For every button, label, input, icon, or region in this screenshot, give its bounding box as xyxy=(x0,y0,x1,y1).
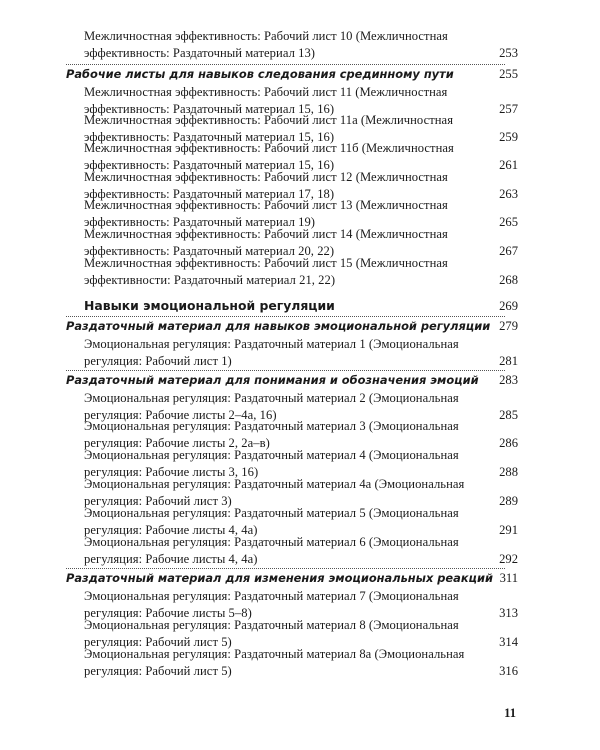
toc-entry-page: 313 xyxy=(499,606,518,620)
toc-entry-title: Межличностная эффективность: Рабочий лист 11а (Межличностная xyxy=(84,113,454,127)
toc-entry-title: Межличностная эффективность: Рабочий лист 11 (Межличностная xyxy=(84,85,448,99)
toc-entry-title-continued: регуляция: Рабочие листы 2, 2а–в) xyxy=(84,436,270,450)
section-divider xyxy=(66,316,505,317)
toc-entry-title: Эмоциональная регуляция: Раздаточный материал 1 (Эмоциональная xyxy=(84,337,459,351)
toc-entry-title-continued: эффективность: Раздаточный материал 15, 16) xyxy=(84,102,335,116)
toc-entry-title: Эмоциональная регуляция: Раздаточный материал 2 (Эмоциональная xyxy=(84,391,459,405)
toc-entry-title: Эмоциональная регуляция: Раздаточный материал 5 (Эмоциональная xyxy=(84,506,459,520)
toc-entry-title-continued: эффективность: Раздаточный материал 15, 16) xyxy=(84,130,335,144)
toc-entry-page: 265 xyxy=(499,215,518,229)
toc-entry-title: Эмоциональная регуляция: Раздаточный материал 7 (Эмоциональная xyxy=(84,589,459,603)
toc-entry-page: 311 xyxy=(499,571,518,585)
toc-entry-title: Межличностная эффективность: Рабочий лист 13 (Межличностная xyxy=(84,198,448,212)
section-divider xyxy=(66,370,505,371)
toc-chapter-title: Навыки эмоциональной регуляции xyxy=(84,298,335,313)
toc-entry-page: 263 xyxy=(499,187,518,201)
section-divider xyxy=(66,568,505,569)
toc-entry-page: 253 xyxy=(499,46,518,60)
toc-section-title: Рабочие листы для навыков следования срединному пути xyxy=(66,67,454,81)
toc-entry-page: 261 xyxy=(499,158,518,172)
toc-entry-title-continued: эффективность: Раздаточный материал 20, 22) xyxy=(84,244,335,258)
toc-entry-page: 316 xyxy=(499,664,518,678)
toc-entry-page: 292 xyxy=(499,552,518,566)
toc-entry-title: Межличностная эффективность: Рабочий лист 12 (Межличностная xyxy=(84,170,448,184)
toc-entry-page: 314 xyxy=(499,635,518,649)
toc-entry-title-continued: регуляция: Рабочий лист 5) xyxy=(84,664,232,678)
toc-entry-title: Эмоциональная регуляция: Раздаточный материал 4а (Эмоциональная xyxy=(84,477,465,491)
toc-entry-title: Межличностная эффективность: Рабочий лист 15 (Межличностная xyxy=(84,256,448,270)
toc-entry-title-continued: регуляция: Рабочие листы 4, 4а) xyxy=(84,552,258,566)
toc-entry-title: Эмоциональная регуляция: Раздаточный материал 8а (Эмоциональная xyxy=(84,647,465,661)
toc-entry-title: Межличностная эффективность: Рабочий лист 11б (Межличностная xyxy=(84,141,454,155)
toc-entry-title: Эмоциональная регуляция: Раздаточный материал 3 (Эмоциональная xyxy=(84,419,459,433)
toc-entry-title-continued: эффективность: Раздаточный материал 13) xyxy=(84,46,316,60)
toc-entry-title-continued: эффективности: Раздаточный материал 21, 22) xyxy=(84,273,336,287)
toc-entry-title-continued: регуляция: Рабочие листы 3, 16) xyxy=(84,465,259,479)
toc-entry-title-continued: эффективность: Раздаточный материал 19) xyxy=(84,215,316,229)
toc-entry-title: Межличностная эффективность: Рабочий лист 14 (Межличностная xyxy=(84,227,448,241)
toc-section-title: Раздаточный материал для изменения эмоциональных реакций xyxy=(66,571,493,585)
toc-entry-title: Эмоциональная регуляция: Раздаточный материал 6 (Эмоциональная xyxy=(84,535,459,549)
page-number: 11 xyxy=(504,706,516,720)
toc-entry-page: 291 xyxy=(499,523,518,537)
toc-entry-title-continued: регуляция: Рабочие листы 4, 4а) xyxy=(84,523,258,537)
toc-entry-page: 281 xyxy=(499,354,518,368)
toc-entry-page: 286 xyxy=(499,436,518,450)
toc-entry-title-continued: эффективность: Раздаточный материал 15, 16) xyxy=(84,158,335,172)
toc-entry-page: 257 xyxy=(499,102,518,116)
toc-entry-title-continued: регуляция: Рабочий лист 5) xyxy=(84,635,232,649)
toc-entry-title: Эмоциональная регуляция: Раздаточный материал 8 (Эмоциональная xyxy=(84,618,459,632)
toc-entry-page: 289 xyxy=(499,494,518,508)
toc-entry-title-continued: регуляция: Рабочий лист 1) xyxy=(84,354,232,368)
toc-entry-page: 288 xyxy=(499,465,518,479)
toc-entry-page: 268 xyxy=(499,273,518,287)
toc-entry-page: 259 xyxy=(499,130,518,144)
toc-entry-title-continued: регуляция: Рабочий лист 3) xyxy=(84,494,232,508)
toc-entry-page: 279 xyxy=(499,319,518,333)
toc-entry-page: 283 xyxy=(499,373,518,387)
section-divider xyxy=(66,64,505,65)
toc-entry-page: 255 xyxy=(499,67,518,81)
toc-section-title: Раздаточный материал для понимания и обозначения эмоций xyxy=(66,373,479,387)
toc-entry-title-continued: регуляция: Рабочие листы 5–8) xyxy=(84,606,252,620)
toc-entry-title-continued: регуляция: Рабочие листы 2–4а, 16) xyxy=(84,408,277,422)
toc-entry-page: 269 xyxy=(499,299,518,313)
toc-entry-page: 285 xyxy=(499,408,518,422)
toc-entry-title: Межличностная эффективность: Рабочий лист 10 (Межличностная xyxy=(84,29,448,43)
toc-section-title: Раздаточный материал для навыков эмоциональной регуляции xyxy=(66,319,491,333)
toc-entry-title: Эмоциональная регуляция: Раздаточный материал 4 (Эмоциональная xyxy=(84,448,459,462)
toc-entry-title-continued: эффективность: Раздаточный материал 17, 18) xyxy=(84,187,335,201)
toc-entry-page: 267 xyxy=(499,244,518,258)
